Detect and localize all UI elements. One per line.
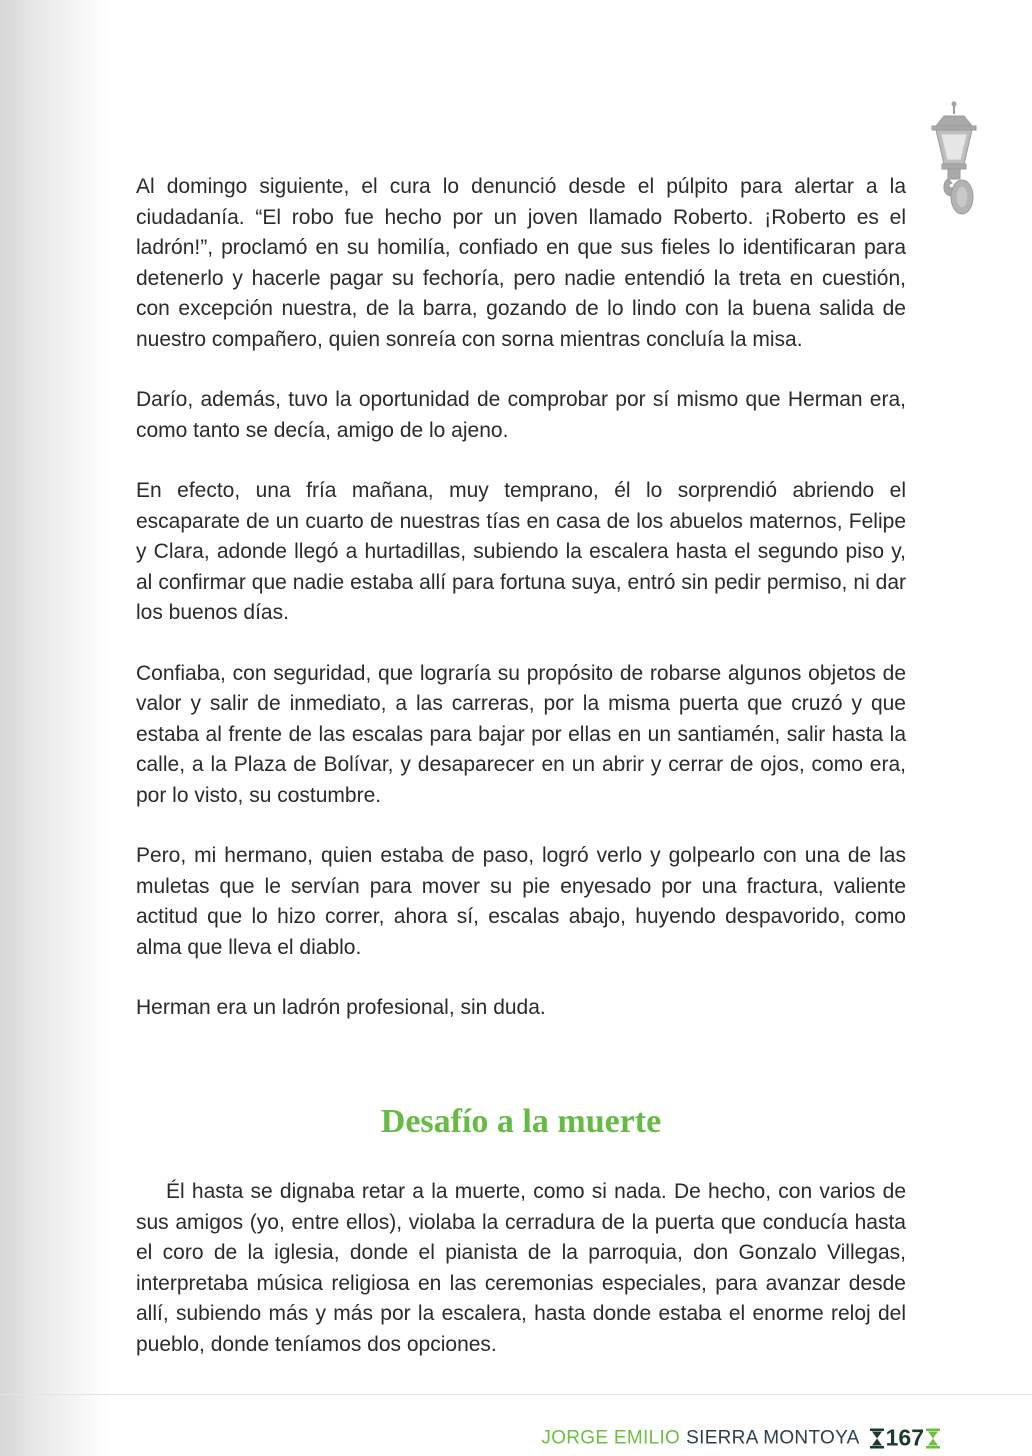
street-lamp-icon (922, 100, 982, 218)
paragraph-3: En efecto, una fría mañana, muy temprano, él lo sorprendió abriendo el escaparate de un cuarto de nuestras tías en casa de los abuelos maternos, Felipe y Clara, adonde llegó a hurtadillas, subiendo la escalera hasta el segundo piso y, al confirmar que nadie estaba allí para fortuna suya, entró sin pedir permiso, ni dar los buenos días. (136, 479, 906, 624)
section-title: Desafío a la muerte (380, 1103, 662, 1140)
paragraph-1: Al domingo siguiente, el cura lo denunció desde el púlpito para alertar a la ciudadanía. “El robo fue hecho por un joven llamado Roberto. ¡Roberto es el ladrón!”, proclamó en su homilía, confiado en que sus fieles lo identificaran para detenerlo y hacerle pagar su fechoría, pero nadie entendió la treta en cuestión, con excepción nuestra, de la barra, gozando de lo lindo con la buena salida de nuestro compañero, quien sonreía con sorna mientras concluía la misa. (136, 175, 906, 351)
page-number: 167 (885, 1424, 924, 1451)
section-text (136, 1177, 906, 1360)
paragraph-2: Darío, además, tuvo la oportunidad de comprobar por sí mismo que Herman era, como tanto se decía, amigo de lo ajeno. (136, 388, 906, 442)
paragraph-4: Confiaba, con seguridad, que lograría su propósito de robarse algunos objetos de valor y salir de inmediato, a las carreras, por la misma puerta que cruzó y que estaba al frente de las escalas para bajar por ellas en un santiamén, salir hasta la calle, a la Plaza de Bolívar, y desaparecer en un abrir y cerrar de ojos, como era, por lo visto, su costumbre. (136, 661, 906, 807)
paragraph-5: Pero, mi hermano, quien estaba de paso, logró verlo y golpearlo con una de las muletas que le servían para mover su pie enyesado por una fractura, valiente actitud que lo hizo correr, ahora sí, escalas abajo, huyendo despavorido, como alma que lleva el diablo. (136, 844, 906, 959)
hourglass-icon (870, 1428, 884, 1448)
hourglass-icon (926, 1428, 940, 1448)
footer-divider (0, 1394, 1032, 1395)
body-text (136, 172, 906, 1054)
page-footer (541, 1425, 940, 1452)
page-gutter-shadow (0, 0, 110, 1456)
section-paragraph: Él hasta se dignaba retar a la muerte, como si nada. De hecho, con varios de sus amigos (yo, entre ellos), violaba la cerradura de la puerta que conducía hasta el coro de la iglesia, donde el pianista de la parroquia, don Gonzalo Villegas, interpretaba música religiosa en las ceremonias especiales, para avanzar desde allí, subiendo más y más por la escalera, hasta donde estaba el enorme reloj del pueblo, donde teníamos dos opciones. (136, 1180, 906, 1356)
author-last-name: SIERRA MONTOYA (686, 1427, 860, 1448)
author-first-name: JORGE EMILIO (541, 1427, 681, 1448)
paragraph-6: Herman era un ladrón profesional, sin duda. (136, 996, 546, 1019)
